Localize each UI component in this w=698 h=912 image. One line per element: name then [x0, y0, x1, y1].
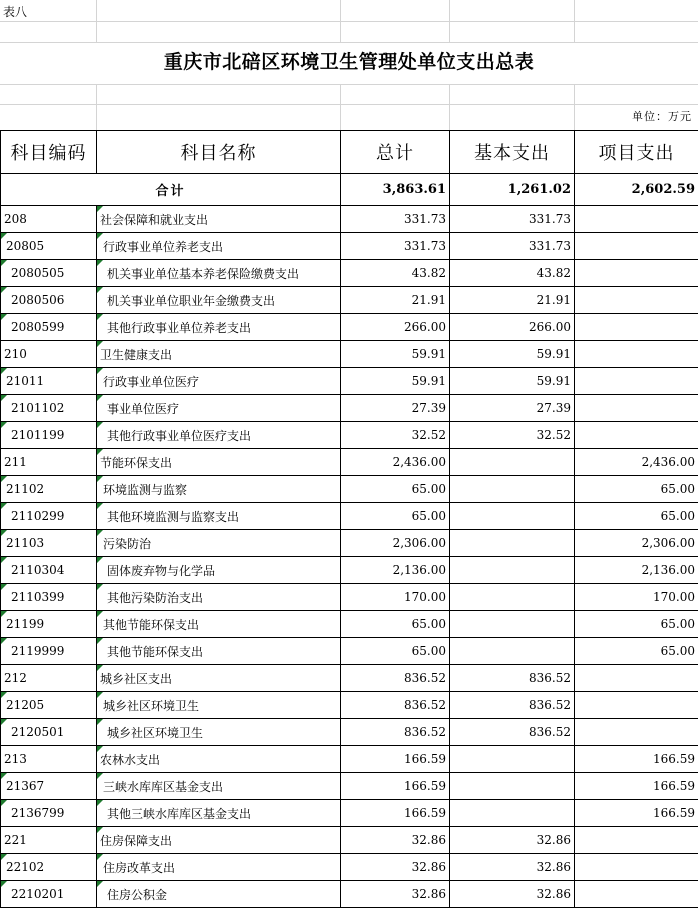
row-project[interactable]: 65.00 — [575, 611, 698, 638]
row-code[interactable] — [1, 800, 97, 827]
table-row — [1, 422, 698, 449]
row-code-text: 2136799 — [11, 806, 65, 820]
row-code-text: 2119999 — [11, 644, 65, 658]
row-basic[interactable]: 836.52 — [450, 719, 575, 746]
row-code[interactable] — [1, 584, 97, 611]
cell-note-marker-icon — [97, 611, 103, 617]
row-total[interactable]: 166.59 — [341, 773, 450, 800]
row-basic[interactable]: 32.86 — [450, 854, 575, 881]
row-name-text: 农林水支出 — [100, 752, 161, 767]
cell-note-marker-icon — [97, 395, 103, 401]
row-code-text: 2101199 — [11, 428, 65, 442]
row-code-text: 21199 — [6, 617, 45, 631]
row-total[interactable]: 331.73 — [341, 206, 450, 233]
row-basic[interactable]: 27.39 — [450, 395, 575, 422]
header-total: 总计 — [341, 131, 450, 174]
cell-note-marker-icon — [1, 287, 7, 293]
header-project: 项目支出 — [575, 131, 698, 174]
cell-note-marker-icon — [97, 422, 103, 428]
cell-note-marker-icon — [97, 530, 103, 536]
row-name-text: 行政事业单位医疗 — [103, 374, 200, 389]
row-project[interactable] — [575, 827, 698, 854]
row-code-text: 21205 — [6, 698, 45, 712]
row-name-text: 住房公积金 — [107, 887, 168, 902]
cell-note-marker-icon — [1, 557, 7, 563]
row-name[interactable] — [97, 800, 341, 827]
row-name[interactable] — [97, 368, 341, 395]
cell-note-marker-icon — [1, 692, 7, 698]
row-total[interactable]: 166.59 — [341, 746, 450, 773]
sheet-label: 表八 — [3, 5, 28, 19]
cell-note-marker-icon — [97, 638, 103, 644]
cell-note-marker-icon — [97, 584, 103, 590]
row-name[interactable] — [97, 260, 341, 287]
row-basic[interactable] — [450, 773, 575, 800]
row-total[interactable]: 331.73 — [341, 233, 450, 260]
cell-note-marker-icon — [1, 314, 7, 320]
row-code[interactable] — [1, 719, 97, 746]
row-code[interactable]: 211 — [1, 449, 97, 476]
row-total[interactable]: 266.00 — [341, 314, 450, 341]
row-basic[interactable]: 32.86 — [450, 827, 575, 854]
table-row — [1, 746, 698, 773]
row-total[interactable]: 2,136.00 — [341, 557, 450, 584]
table-row — [1, 206, 698, 233]
row-name-text: 其他污染防治支出 — [107, 590, 204, 605]
row-code[interactable] — [1, 422, 97, 449]
row-code-text: 21102 — [6, 482, 45, 496]
total-label[interactable]: 合计 — [1, 174, 341, 206]
cell-note-marker-icon — [1, 422, 7, 428]
row-code-text: 2210201 — [11, 887, 65, 901]
cell-note-marker-icon — [1, 530, 7, 536]
row-name[interactable] — [97, 881, 341, 908]
page-title: 重庆市北碚区环境卫生管理处单位支出总表 — [163, 51, 535, 73]
cell-note-marker-icon — [97, 287, 103, 293]
cell-note-marker-icon — [97, 476, 103, 482]
row-name[interactable] — [97, 773, 341, 800]
cell-note-marker-icon — [1, 395, 7, 401]
row-basic[interactable]: 43.82 — [450, 260, 575, 287]
row-code-text: 2120501 — [11, 725, 65, 739]
row-total[interactable]: 59.91 — [341, 368, 450, 395]
table-row — [1, 881, 698, 908]
row-basic[interactable] — [450, 530, 575, 557]
row-code[interactable] — [1, 260, 97, 287]
row-code[interactable]: 213 — [1, 746, 97, 773]
cell-note-marker-icon — [1, 773, 7, 779]
row-name-text: 固体废弃物与化学品 — [107, 563, 216, 578]
row-name-text: 其他环境监测与监察支出 — [107, 509, 240, 524]
row-name-text: 三峡水库库区基金支出 — [103, 779, 224, 794]
row-code-text: 2080599 — [11, 320, 65, 334]
row-name-text: 其他行政事业单位养老支出 — [107, 320, 252, 335]
row-project[interactable]: 65.00 — [575, 476, 698, 503]
row-total[interactable]: 170.00 — [341, 584, 450, 611]
row-code[interactable] — [1, 503, 97, 530]
row-name-text: 环境监测与监察 — [103, 482, 188, 497]
total-project[interactable]: 2,602.59 — [575, 174, 698, 206]
row-project[interactable] — [575, 665, 698, 692]
row-name[interactable] — [97, 395, 341, 422]
row-code-text: 22102 — [6, 860, 45, 874]
row-code[interactable]: 221 — [1, 827, 97, 854]
table-row — [1, 800, 698, 827]
row-name[interactable] — [97, 206, 341, 233]
row-project[interactable]: 166.59 — [575, 800, 698, 827]
row-basic[interactable] — [450, 611, 575, 638]
row-name[interactable] — [97, 557, 341, 584]
cell-note-marker-icon — [97, 881, 103, 887]
table-row — [1, 530, 698, 557]
row-name-text: 城乡社区环境卫生 — [107, 725, 204, 740]
cell-note-marker-icon — [97, 314, 103, 320]
header-code: 科目编码 — [1, 131, 97, 174]
row-basic[interactable] — [450, 800, 575, 827]
table-row — [1, 341, 698, 368]
table-row — [1, 233, 698, 260]
row-code[interactable] — [1, 476, 97, 503]
header-name: 科目名称 — [97, 131, 341, 174]
row-name-text: 其他三峡水库库区基金支出 — [107, 806, 252, 821]
header-basic: 基本支出 — [450, 131, 575, 174]
row-total[interactable]: 65.00 — [341, 638, 450, 665]
row-name[interactable] — [97, 719, 341, 746]
cell-note-marker-icon — [1, 638, 7, 644]
row-code-text: 2080506 — [11, 293, 65, 307]
row-total[interactable]: 43.82 — [341, 260, 450, 287]
row-project[interactable]: 166.59 — [575, 773, 698, 800]
row-code[interactable] — [1, 395, 97, 422]
table-row — [1, 638, 698, 665]
row-basic[interactable]: 21.91 — [450, 287, 575, 314]
row-project[interactable] — [575, 314, 698, 341]
row-name-text: 城乡社区环境卫生 — [103, 698, 200, 713]
row-project[interactable]: 2,136.00 — [575, 557, 698, 584]
cell-note-marker-icon — [1, 503, 7, 509]
row-code[interactable] — [1, 287, 97, 314]
row-project[interactable]: 170.00 — [575, 584, 698, 611]
row-code[interactable] — [1, 314, 97, 341]
row-project[interactable]: 166.59 — [575, 746, 698, 773]
row-name-text: 节能环保支出 — [100, 455, 173, 470]
row-basic[interactable] — [450, 557, 575, 584]
row-name-text: 卫生健康支出 — [100, 347, 173, 362]
row-total[interactable]: 836.52 — [341, 665, 450, 692]
table-row — [1, 557, 698, 584]
row-total[interactable]: 27.39 — [341, 395, 450, 422]
row-basic[interactable]: 32.86 — [450, 881, 575, 908]
row-total[interactable]: 21.91 — [341, 287, 450, 314]
row-code[interactable]: 208 — [1, 206, 97, 233]
row-code-text: 2110299 — [11, 509, 65, 523]
cell-note-marker-icon — [1, 719, 7, 725]
row-basic[interactable]: 331.73 — [450, 206, 575, 233]
row-name-text: 机关事业单位职业年金缴费支出 — [107, 293, 276, 308]
row-project[interactable] — [575, 341, 698, 368]
row-code[interactable] — [1, 233, 97, 260]
row-code-text: 2110399 — [11, 590, 65, 604]
cell-note-marker-icon — [1, 584, 7, 590]
row-total[interactable]: 32.86 — [341, 827, 450, 854]
table-row — [1, 773, 698, 800]
cell-note-marker-icon — [97, 800, 103, 806]
row-total[interactable]: 836.52 — [341, 719, 450, 746]
cell-note-marker-icon — [97, 692, 103, 698]
row-project[interactable]: 65.00 — [575, 638, 698, 665]
cell-note-marker-icon — [1, 611, 7, 617]
row-basic[interactable]: 836.52 — [450, 665, 575, 692]
row-project[interactable] — [575, 422, 698, 449]
table-row — [1, 611, 698, 638]
row-name[interactable] — [97, 611, 341, 638]
row-name-text: 行政事业单位养老支出 — [103, 239, 224, 254]
row-name-text: 污染防治 — [103, 536, 152, 551]
row-code[interactable] — [1, 638, 97, 665]
cell-note-marker-icon — [1, 881, 7, 887]
row-code-text: 2080505 — [11, 266, 65, 280]
row-basic[interactable]: 266.00 — [450, 314, 575, 341]
row-name[interactable] — [97, 638, 341, 665]
row-project[interactable]: 65.00 — [575, 503, 698, 530]
row-project[interactable] — [575, 719, 698, 746]
row-name[interactable] — [97, 476, 341, 503]
total-total[interactable]: 3,863.61 — [341, 174, 450, 206]
cell-note-marker-icon — [97, 449, 103, 455]
cell-note-marker-icon — [97, 665, 103, 671]
row-name-text: 住房改革支出 — [103, 860, 176, 875]
row-basic[interactable]: 59.91 — [450, 368, 575, 395]
row-total[interactable]: 59.91 — [341, 341, 450, 368]
table-row — [1, 692, 698, 719]
row-total[interactable]: 32.86 — [341, 854, 450, 881]
table-row — [1, 476, 698, 503]
row-name[interactable] — [97, 287, 341, 314]
row-total[interactable]: 166.59 — [341, 800, 450, 827]
row-total[interactable]: 836.52 — [341, 692, 450, 719]
cell-note-marker-icon — [1, 800, 7, 806]
row-name[interactable] — [97, 692, 341, 719]
row-basic[interactable]: 32.52 — [450, 422, 575, 449]
row-total[interactable]: 2,436.00 — [341, 449, 450, 476]
row-code-text: 21011 — [6, 374, 45, 388]
row-basic[interactable] — [450, 584, 575, 611]
row-code[interactable]: 212 — [1, 665, 97, 692]
row-name[interactable] — [97, 854, 341, 881]
row-name[interactable] — [97, 314, 341, 341]
row-code[interactable] — [1, 530, 97, 557]
cell-note-marker-icon — [1, 233, 7, 239]
row-project[interactable] — [575, 233, 698, 260]
row-total[interactable]: 65.00 — [341, 503, 450, 530]
table-row — [1, 719, 698, 746]
row-name-text: 其他节能环保支出 — [103, 617, 200, 632]
row-code[interactable]: 210 — [1, 341, 97, 368]
row-code-text: 2110304 — [11, 563, 65, 577]
row-project[interactable] — [575, 260, 698, 287]
row-basic[interactable] — [450, 503, 575, 530]
row-project[interactable] — [575, 692, 698, 719]
table-row — [1, 665, 698, 692]
table-row — [1, 827, 698, 854]
row-basic[interactable] — [450, 746, 575, 773]
cell-note-marker-icon — [97, 719, 103, 725]
row-name[interactable] — [97, 827, 341, 854]
cell-note-marker-icon — [1, 260, 7, 266]
row-name-text: 其他节能环保支出 — [107, 644, 204, 659]
table-row — [1, 260, 698, 287]
row-project[interactable]: 2,306.00 — [575, 530, 698, 557]
row-code[interactable] — [1, 692, 97, 719]
table-row — [1, 584, 698, 611]
cell-note-marker-icon — [97, 746, 103, 752]
cell-note-marker-icon — [97, 233, 103, 239]
row-basic[interactable]: 836.52 — [450, 692, 575, 719]
row-code-text: 20805 — [6, 239, 45, 253]
row-code[interactable] — [1, 611, 97, 638]
table-row — [1, 314, 698, 341]
row-name-text: 住房保障支出 — [100, 833, 173, 848]
row-name-text: 社会保障和就业支出 — [100, 212, 209, 227]
row-project[interactable] — [575, 395, 698, 422]
row-total[interactable]: 32.86 — [341, 881, 450, 908]
row-name[interactable] — [97, 422, 341, 449]
table-row — [1, 287, 698, 314]
row-name[interactable] — [97, 341, 341, 368]
row-project[interactable] — [575, 206, 698, 233]
row-total[interactable]: 65.00 — [341, 611, 450, 638]
row-name[interactable] — [97, 530, 341, 557]
cell-note-marker-icon — [97, 827, 103, 833]
table-row — [1, 854, 698, 881]
row-name-text: 其他行政事业单位医疗支出 — [107, 428, 252, 443]
cell-note-marker-icon — [97, 368, 103, 374]
row-basic[interactable]: 331.73 — [450, 233, 575, 260]
cell-note-marker-icon — [97, 260, 103, 266]
row-basic[interactable] — [450, 476, 575, 503]
unit-label: 单位：万元 — [632, 110, 692, 123]
table-row — [1, 368, 698, 395]
row-basic[interactable]: 59.91 — [450, 341, 575, 368]
row-total[interactable]: 65.00 — [341, 476, 450, 503]
row-project[interactable] — [575, 854, 698, 881]
row-code-text: 2101102 — [11, 401, 65, 415]
total-row — [1, 174, 698, 206]
row-project[interactable] — [575, 287, 698, 314]
row-name[interactable] — [97, 665, 341, 692]
row-basic[interactable] — [450, 449, 575, 476]
cell-note-marker-icon — [97, 341, 103, 347]
row-name[interactable] — [97, 233, 341, 260]
row-project[interactable] — [575, 368, 698, 395]
cell-note-marker-icon — [1, 854, 7, 860]
total-basic[interactable]: 1,261.02 — [450, 174, 575, 206]
table-row — [1, 395, 698, 422]
row-code[interactable] — [1, 854, 97, 881]
row-name[interactable] — [97, 503, 341, 530]
row-code[interactable] — [1, 881, 97, 908]
expenditure-table — [0, 130, 698, 908]
row-name[interactable] — [97, 584, 341, 611]
row-name[interactable] — [97, 746, 341, 773]
cell-note-marker-icon — [97, 503, 103, 509]
row-code-text: 21103 — [6, 536, 45, 550]
row-code-text: 21367 — [6, 779, 45, 793]
cell-note-marker-icon — [97, 773, 103, 779]
cell-note-marker-icon — [97, 557, 103, 563]
row-name-text: 城乡社区支出 — [100, 671, 173, 686]
row-code[interactable] — [1, 368, 97, 395]
row-code[interactable] — [1, 773, 97, 800]
row-project[interactable] — [575, 881, 698, 908]
row-code[interactable] — [1, 557, 97, 584]
row-total[interactable]: 2,306.00 — [341, 530, 450, 557]
table-row — [1, 503, 698, 530]
row-total[interactable]: 32.52 — [341, 422, 450, 449]
cell-note-marker-icon — [1, 368, 7, 374]
row-name-text: 机关事业单位基本养老保险缴费支出 — [107, 266, 300, 281]
row-name[interactable] — [97, 449, 341, 476]
row-name-text: 事业单位医疗 — [107, 401, 180, 416]
cell-note-marker-icon — [97, 854, 103, 860]
row-basic[interactable] — [450, 638, 575, 665]
cell-note-marker-icon — [1, 476, 7, 482]
cell-note-marker-icon — [97, 206, 103, 212]
table-row — [1, 449, 698, 476]
row-project[interactable]: 2,436.00 — [575, 449, 698, 476]
table-header-row — [1, 131, 698, 174]
